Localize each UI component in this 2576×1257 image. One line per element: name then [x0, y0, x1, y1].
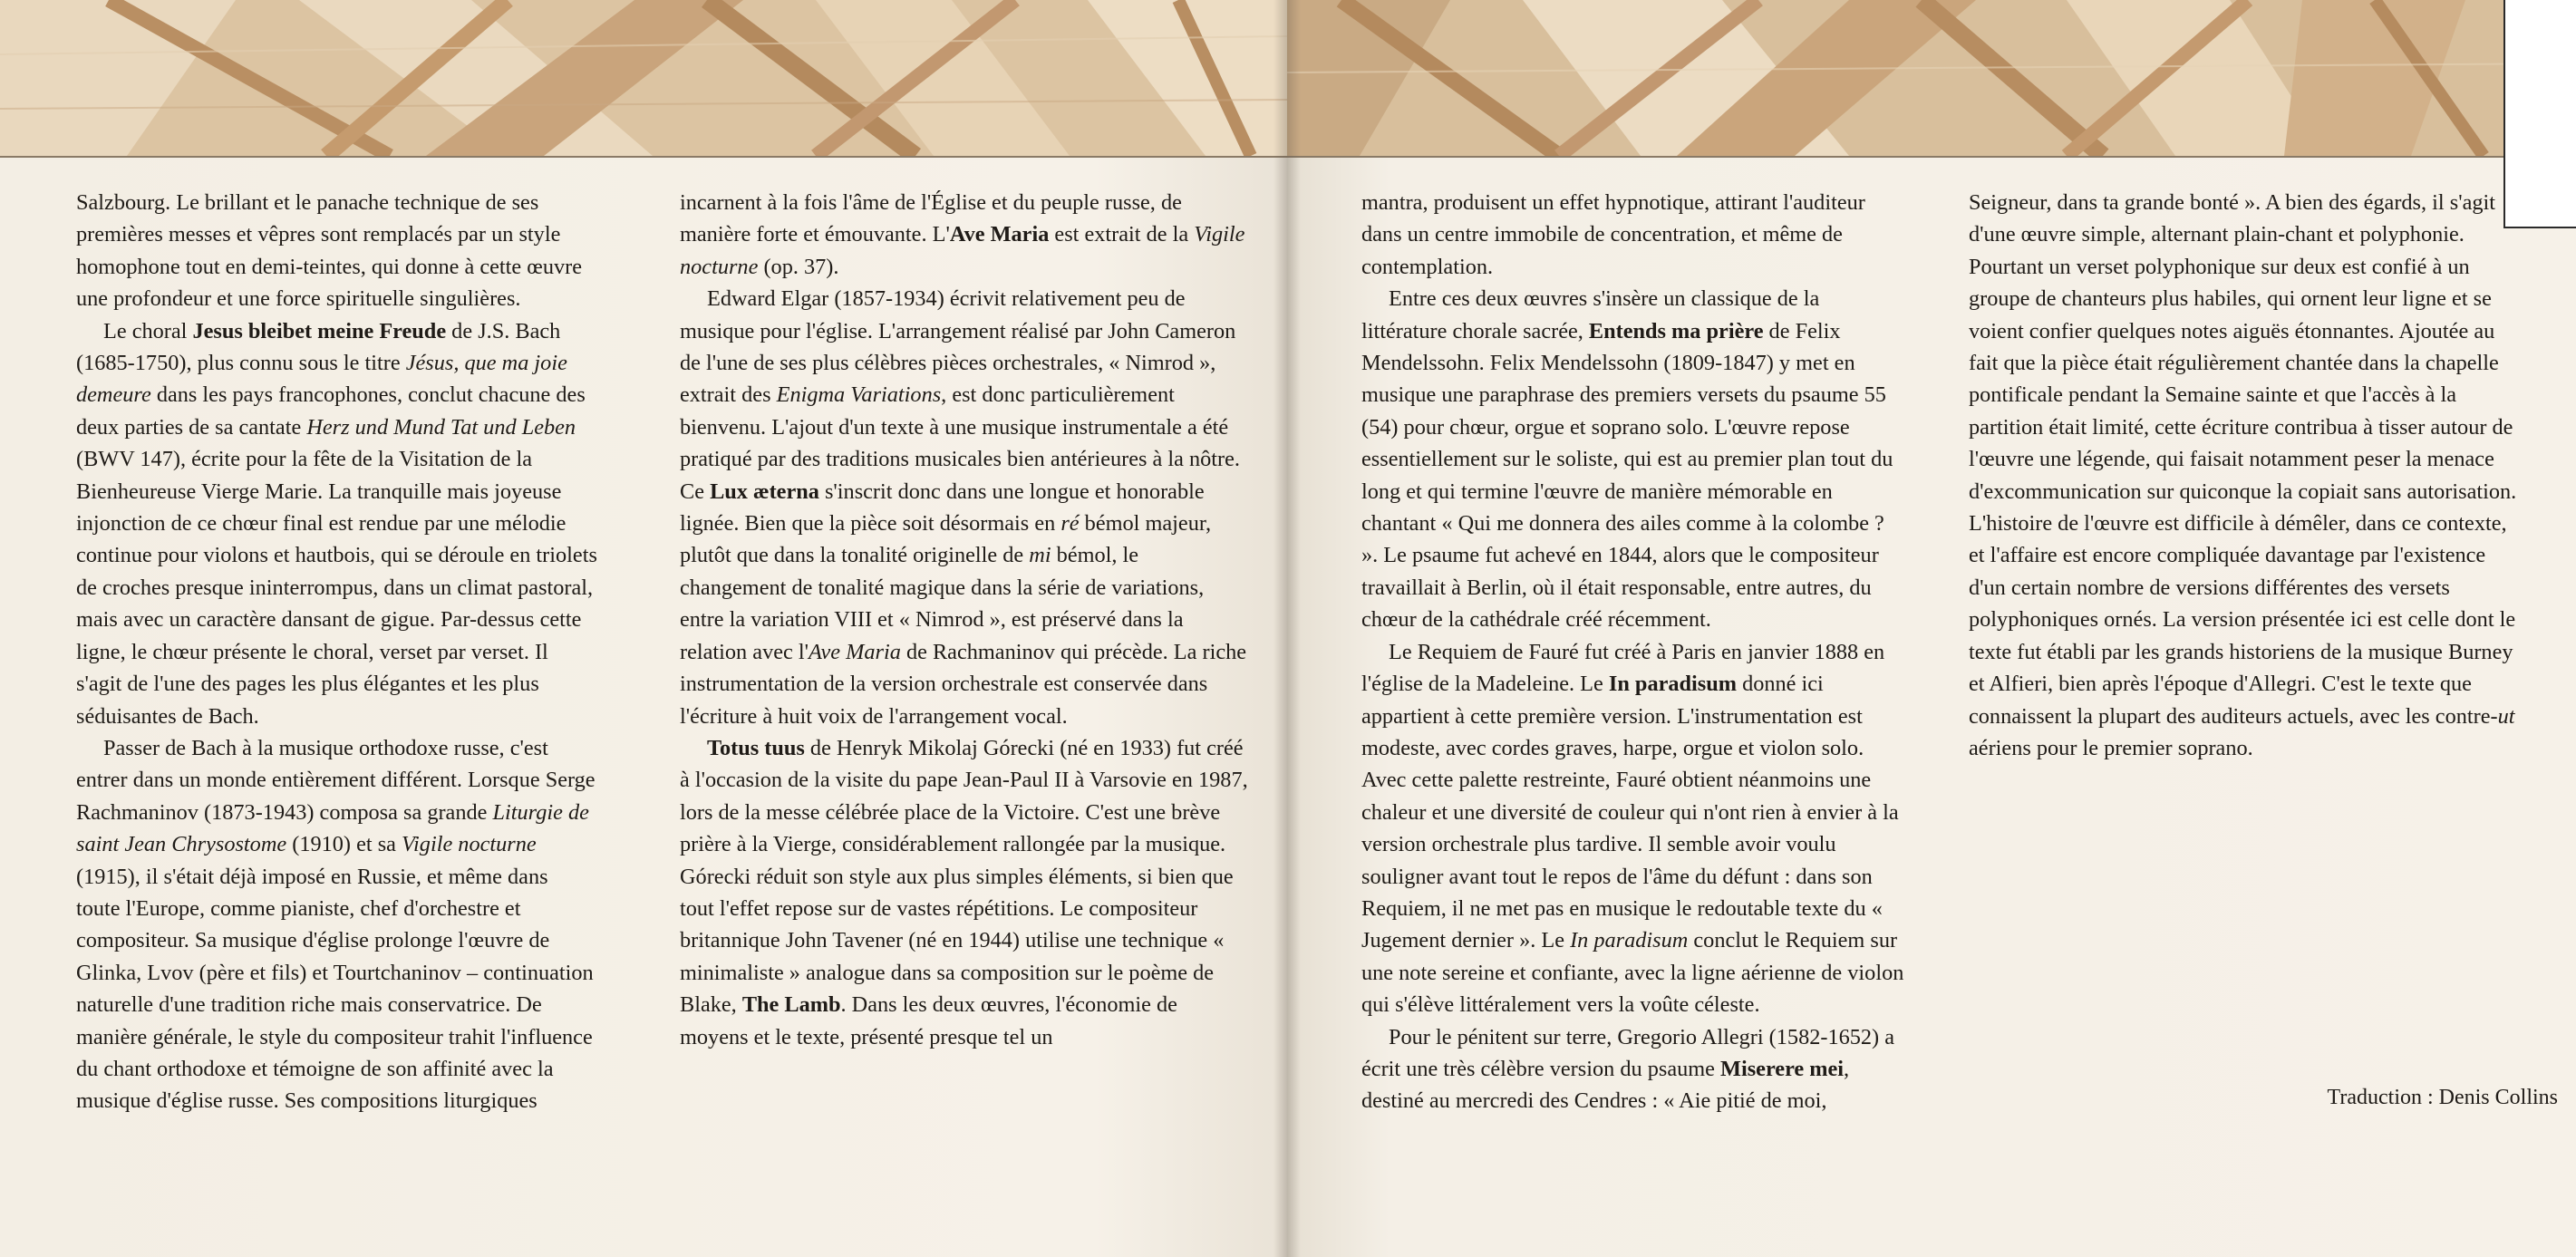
text-column-2 [680, 187, 1249, 1053]
book-gutter [1273, 0, 1301, 1257]
paragraph: Salzbourg. Le brillant et le panache technique de ses premières messes et vêpres sont remplacés par un style homophone tout en demi-teintes, qui donne à cette œuvre une profondeur et une force spirituelle singulières. [76, 190, 582, 312]
vault-ribs-left [0, 0, 1287, 156]
italic-text: Vigile nocturne [402, 832, 537, 857]
bold-title: In paradisum [1608, 672, 1737, 697]
text-column-3 [1361, 187, 1905, 1117]
italic-text: ré [1060, 511, 1080, 537]
paragraph: Entre ces deux œuvres s'insère un classique de la littérature chorale sacrée, Entends ma prière de Felix Mendelssohn. Felix Mendelssohn (1809-1847) y met en musique une paraphrase des premiers versets du psaume 55 (54) pour chœur, orgue et soprano solo. L'œuvre repose essentiellement sur le soliste, qui est au premier plan tout du long et qui termine l'œuvre de manière mémorable en chantant « Qui me donnera des ailes comme à la colombe ? ». Le psaume fut achevé en 1844, alors que le compositeur travaillait à Berlin, où il était responsable, entre autres, du chœur de la cathédrale créé récemment. [1361, 286, 1893, 633]
bold-title: Ave Maria [949, 222, 1050, 247]
italic-text: Ave Maria [809, 639, 901, 664]
left-page [0, 0, 1287, 1257]
italic-text: ut [2497, 703, 2515, 729]
vaulted-ceiling-photo-right [1287, 0, 2576, 158]
paragraph: Pour le pénitent sur terre, Gregorio Allegri (1582-1652) a écrit une très célèbre version du psaume Miserere mei, destiné au mercredi des Cendres : « Aie pitié de moi, [1361, 1024, 1894, 1114]
paragraph: incarnent à la fois l'âme de l'Église et du peuple russe, de manière forte et émouvante. L'Ave Maria est extrait de la Vigile nocturne (op. 37). [680, 190, 1245, 279]
paragraph: mantra, produisent un effet hypnotique, attirant l'auditeur dans un centre immobile de concentration, et même de contemplation. [1361, 190, 1865, 279]
italic-text: Vigile nocturne [680, 222, 1245, 279]
bold-title: The Lamb [741, 992, 841, 1018]
text-column-4 [1969, 187, 2522, 764]
bold-title: Entends ma prière [1588, 318, 1764, 343]
paragraph: Le Requiem de Fauré fut créé à Paris en janvier 1888 en l'église de la Madeleine. Le In paradisum donné ici appartient à cette première version. L'instrumentation est modeste, avec cordes graves, harpe, orgue et violon solo. Avec cette palette restreinte, Fauré obtient néanmoins une chaleur et une diversité de couleur qui n'ont rien à envier à la version orchestrale plus tardive. Il semble avoir voulu souligner avant tout le repos de l'âme du défunt : dans son Requiem, il ne met pas en musique le redoutable texte du « Jugement dernier ». Le In paradisum conclut le Requiem sur une note sereine et confiante, avec la ligne aérienne de violon qui s'élève littéralement vers la voûte céleste. [1361, 639, 1904, 1018]
translator-credit: Traduction : Denis Collins [2327, 1086, 2558, 1109]
paragraph: Passer de Bach à la musique orthodoxe russe, c'est entrer dans un monde entièrement différent. Lorsque Serge Rachmaninov (1873-1943) composa sa grande Liturgie de saint Jean Chrysostome (1910) et sa Vigile nocturne (1915), il s'était déjà imposé en Russie, et même dans toute l'Europe, comme pianiste, chef d'orchestre et compositeur. Sa musique d'église prolonge l'œuvre de Glinka, Lvov (père et fils) et Tourtchaninov – continuation naturelle d'une tradition riche mais conservatrice. De manière générale, le style du compositeur trahit l'influence du chant orthodoxe et témoigne de son affinité avec la musique d'église russe. Ses compositions liturgiques [76, 735, 596, 1114]
italic-text: In paradisum [1570, 928, 1689, 953]
bold-title: Totus tuus [707, 735, 805, 760]
paragraph: Seigneur, dans ta grande bonté ». A bien des égards, il s'agit d'une œuvre simple, alternant plain-chant et polyphonie. Pourtant un verset polyphonique sur deux est confié à un groupe de chanteurs plus habiles, qui ornent leur ligne et se voient confier quelques notes aiguës étonnantes. Ajoutée au fait que la pièce était régulièrement chantée dans la chapelle pontificale pendant la Semaine sainte et que l'accès à la partition était limité, cette écriture contribua à tisser autour de l'œuvre une légende, qui faisait notamment peser la menace d'excommunication sur quiconque la copiait sans autorisation. L'histoire de l'œuvre est difficile à démêler, dans ce contexte, et l'affaire est encore compliquée davantage par l'existence d'un certain nombre de versions différentes des versets polyphoniques ornés. La version présentée ici est celle dont le texte fut établi par les grands historiens de la musique Burney et Alfieri, bien après l'époque d'Allegri. C'est le texte que connaissent la plupart des auditeurs actuels, avec les contre-ut aériens pour le premier soprano. [1969, 190, 2517, 760]
italic-text: Jésus, que ma joie demeure [76, 351, 567, 408]
text-column-1 [76, 187, 597, 1117]
bold-title: Miserere mei [1720, 1056, 1845, 1081]
italic-text: Liturgie de saint Jean Chrysostome [76, 799, 589, 857]
vaulted-ceiling-photo-left [0, 0, 1287, 158]
right-page [1287, 0, 2576, 1257]
paragraph: Edward Elgar (1857-1934) écrivit relativement peu de musique pour l'église. L'arrangement réalisé par John Cameron de l'une de ses plus célèbres pièces orchestrales, « Nimrod », extrait des Enigma Variations, est donc particulièrement bienvenu. L'ajout d'un texte à une musique instrumentale a été pratiqué par des traditions musicales bien antérieures à la nôtre. Ce Lux æterna s'inscrit donc dans une longue et honorable lignée. Bien que la pièce soit désormais en ré bémol majeur, plutôt que dans la tonalité originelle de mi bémol, le changement de tonalité magique dans la série de variations, entre la variation VIII et « Nimrod », est préservé dans la relation avec l'Ave Maria de Rachmaninov qui précède. La riche instrumentation de la version orchestrale est conservée dans l'écriture à huit voix de l'arrangement vocal. [680, 286, 1247, 729]
bold-title: Jesus bleibet meine Freude [192, 318, 447, 343]
vault-ribs-right [1287, 0, 2576, 156]
paragraph: Le choral Jesus bleibet meine Freude de J.S. Bach (1685-1750), plus connu sous le titre Jésus, que ma joie demeure dans les pays francophones, conclut chacune des deux parties de sa cantate Herz und Mund Tat und Leben (BWV 147), écrite pour la fête de la Visitation de la Bienheureuse Vierge Marie. La tranquille mais joyeuse injonction de ce chœur final est rendue par une mélodie continue pour violons et hautbois, qui se déroule en triolets de croches presque ininterrompus, dans un climat pastoral, mais avec un caractère dansant de gigue. Par-dessus cette ligne, le chœur présente le choral, verset par verset. Il s'agit de l'une des pages les plus élégantes et les plus séduisantes de Bach. [76, 318, 597, 729]
italic-text: mi [1029, 543, 1051, 568]
italic-text: Enigma Variations [776, 382, 942, 408]
paragraph: Totus tuus de Henryk Mikolaj Górecki (né en 1933) fut créé à l'occasion de la visite du pape Jean-Paul II à Varsovie en 1987, lors de la messe célébrée place de la Victoire. C'est une brève prière à la Vierge, considérablement rallongée par la musique. Górecki réduit son style aux plus simples éléments, si bien que tout l'effet repose sur de vastes répétitions. Le compositeur britannique John Tavener (né en 1944) utilise une technique « minimaliste » analogue dans sa composition sur le poème de Blake, The Lamb. Dans les deux œuvres, l'économie de moyens et le texte, présenté presque tel un [680, 735, 1248, 1049]
italic-text: Herz und Mund Tat und Leben [306, 414, 576, 440]
bold-title: Lux æterna [710, 479, 819, 504]
